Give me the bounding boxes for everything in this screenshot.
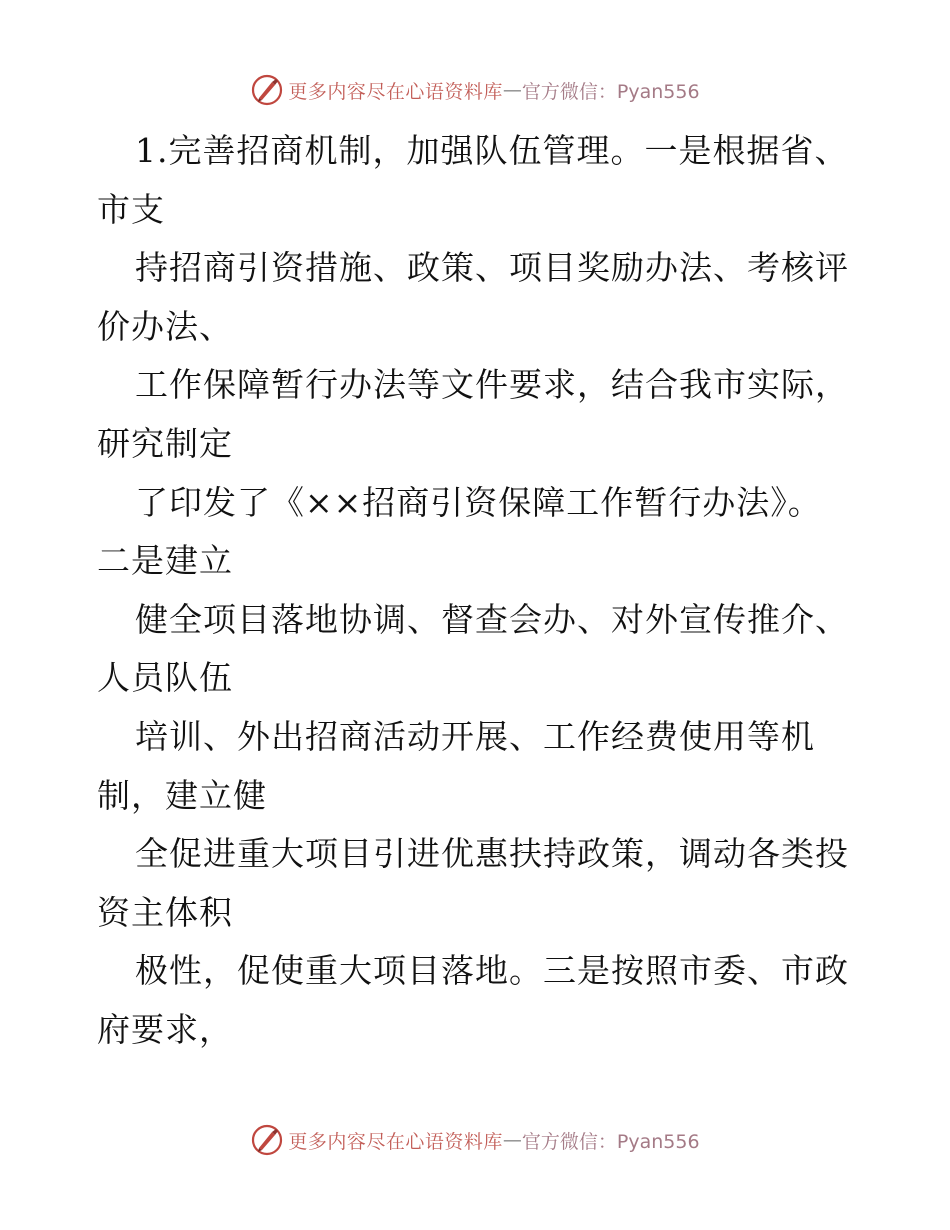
feather-pen-logo-icon	[250, 73, 284, 107]
text-line: 持招商引资措施、政策、项目奖励办法、考核评	[135, 248, 849, 288]
text-line: 了印发了《××招商引资保障工作暂行办法》。	[135, 482, 822, 522]
feather-pen-logo-icon	[250, 1123, 284, 1157]
watermark-contact: 官方微信：Pyan556	[521, 1130, 700, 1153]
watermark-separator: —	[502, 79, 522, 101]
watermark-contact: 官方微信：Pyan556	[521, 80, 700, 103]
text-line: 健全项目落地协调、督查会办、对外宣传推介、	[135, 599, 849, 639]
text-line: 二是建立	[97, 541, 233, 581]
footer-watermark	[0, 1122, 950, 1158]
text-line: 市支	[97, 189, 165, 229]
text-line: 制，建立健	[97, 775, 267, 815]
watermark-brand: 更多内容尽在心语资料库	[288, 1130, 503, 1153]
text-line: 1.完善招商机制，加强队伍管理。一是根据省、	[135, 131, 849, 170]
text-line: 资主体积	[97, 892, 233, 932]
watermark-separator: —	[502, 1129, 522, 1151]
watermark-brand: 更多内容尽在心语资料库	[288, 80, 503, 103]
text-line: 价办法、	[97, 306, 233, 346]
text-line: 工作保障暂行办法等文件要求，结合我市实际，	[135, 365, 849, 405]
header-watermark	[0, 72, 950, 108]
document-body	[97, 122, 877, 1060]
text-line: 研究制定	[97, 423, 233, 463]
text-line: 人员队伍	[97, 658, 233, 698]
text-line: 府要求，	[97, 1009, 233, 1049]
text-line: 培训、外出招商活动开展、工作经费使用等机	[135, 716, 815, 756]
text-line: 极性，促使重大项目落地。三是按照市委、市政	[135, 951, 849, 991]
text-line: 全促进重大项目引进优惠扶持政策，调动各类投	[135, 834, 849, 874]
